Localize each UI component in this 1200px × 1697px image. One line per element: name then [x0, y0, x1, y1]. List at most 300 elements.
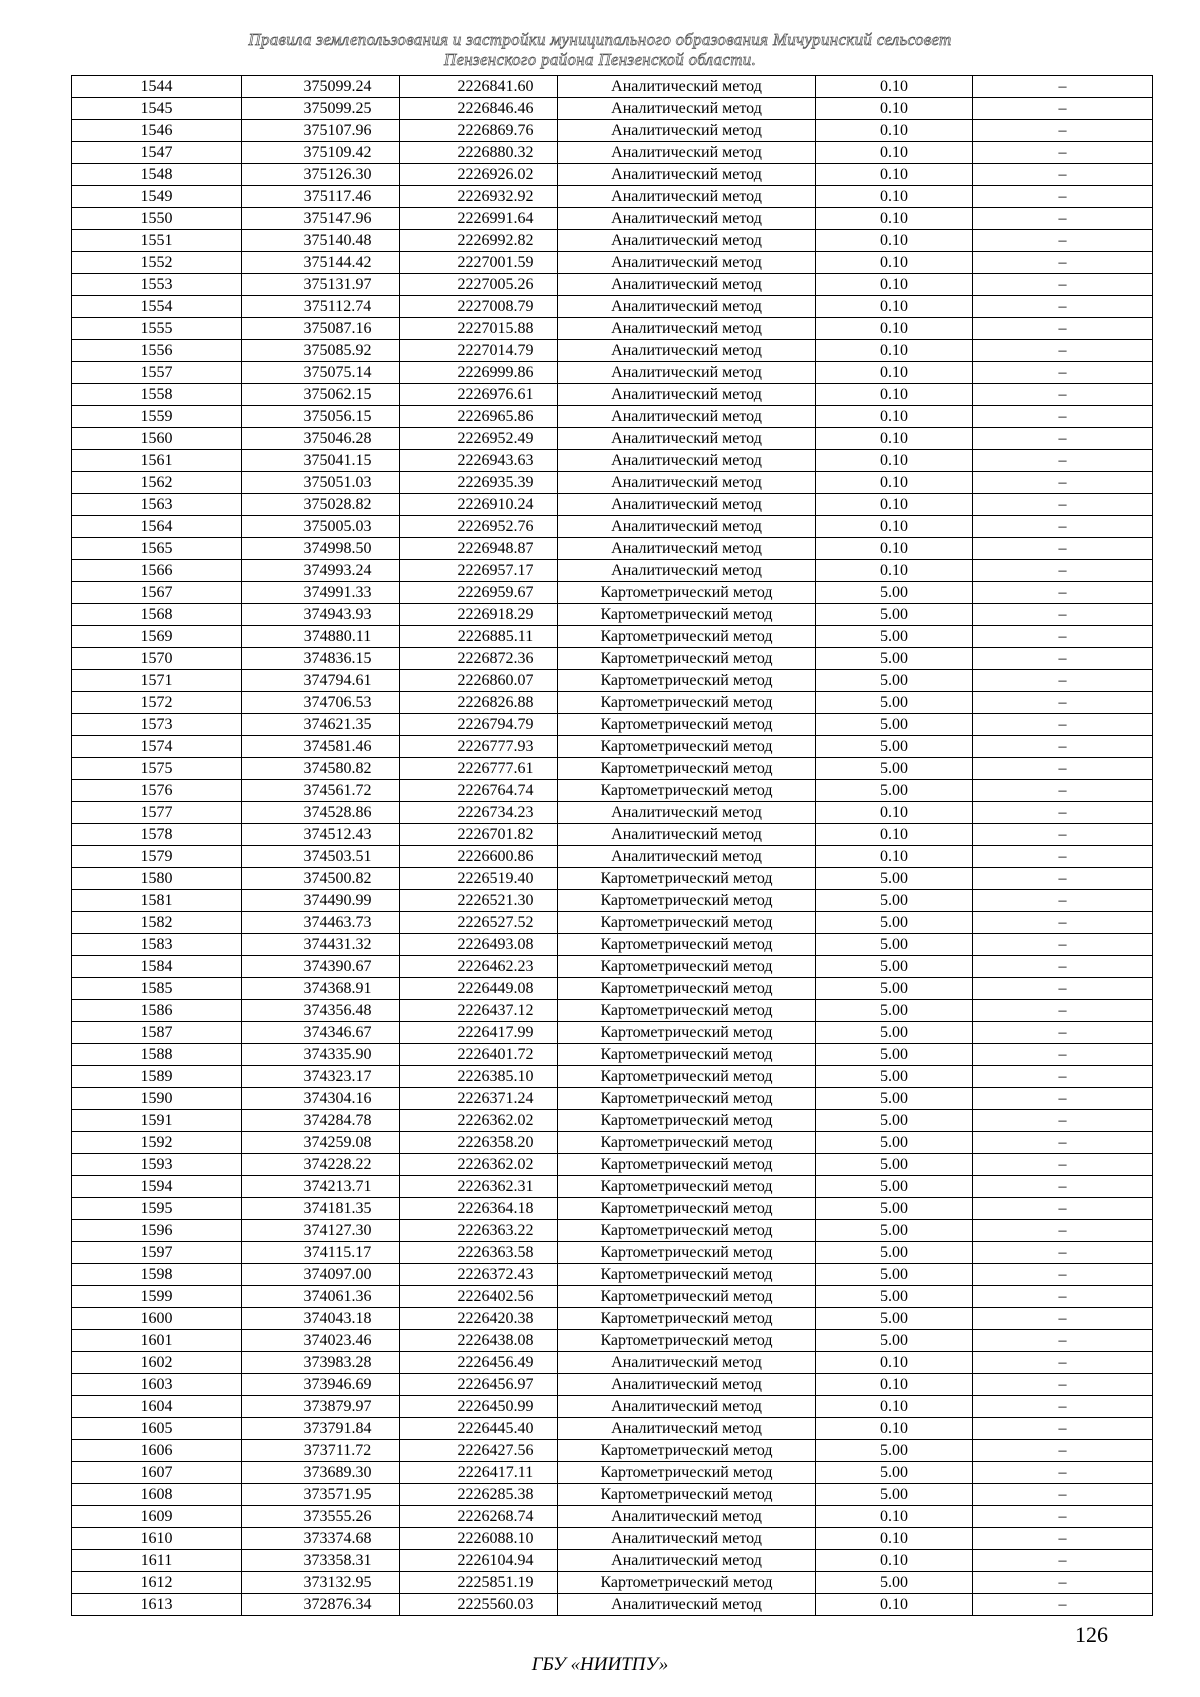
cell-note: –	[973, 868, 1153, 890]
cell-point-number: 1603	[72, 1374, 242, 1396]
cell-y-coordinate: 2226445.40	[400, 1418, 558, 1440]
cell-accuracy: 5.00	[816, 692, 973, 714]
cell-accuracy: 0.10	[816, 494, 973, 516]
table-row	[72, 1066, 1153, 1088]
header-line-2: Пензенского района Пензенской области.	[443, 50, 757, 69]
cell-method: Аналитический метод	[558, 98, 816, 120]
cell-note: –	[973, 76, 1153, 98]
cell-y-coordinate: 2226872.36	[400, 648, 558, 670]
cell-x-coordinate: 374213.71	[242, 1176, 400, 1198]
table-row	[72, 208, 1153, 230]
cell-x-coordinate: 373946.69	[242, 1374, 400, 1396]
cell-point-number: 1587	[72, 1022, 242, 1044]
cell-method: Картометрический метод	[558, 1044, 816, 1066]
cell-point-number: 1573	[72, 714, 242, 736]
cell-y-coordinate: 2225851.19	[400, 1572, 558, 1594]
cell-y-coordinate: 2226456.49	[400, 1352, 558, 1374]
cell-note: –	[973, 1374, 1153, 1396]
cell-x-coordinate: 374943.93	[242, 604, 400, 626]
cell-note: –	[973, 1264, 1153, 1286]
cell-y-coordinate: 2226777.93	[400, 736, 558, 758]
cell-point-number: 1555	[72, 318, 242, 340]
cell-note: –	[973, 428, 1153, 450]
cell-x-coordinate: 374323.17	[242, 1066, 400, 1088]
cell-point-number: 1598	[72, 1264, 242, 1286]
table-row	[72, 1506, 1153, 1528]
cell-note: –	[973, 780, 1153, 802]
cell-accuracy: 0.10	[816, 120, 973, 142]
cell-x-coordinate: 375126.30	[242, 164, 400, 186]
cell-point-number: 1612	[72, 1572, 242, 1594]
cell-y-coordinate: 2226885.11	[400, 626, 558, 648]
cell-method: Аналитический метод	[558, 120, 816, 142]
cell-y-coordinate: 2226957.17	[400, 560, 558, 582]
cell-note: –	[973, 340, 1153, 362]
cell-method: Картометрический метод	[558, 1220, 816, 1242]
cell-accuracy: 0.10	[816, 164, 973, 186]
cell-y-coordinate: 2226600.86	[400, 846, 558, 868]
cell-x-coordinate: 375056.15	[242, 406, 400, 428]
cell-method: Аналитический метод	[558, 208, 816, 230]
table-row	[72, 230, 1153, 252]
cell-method: Аналитический метод	[558, 1396, 816, 1418]
cell-point-number: 1607	[72, 1462, 242, 1484]
cell-note: –	[973, 1066, 1153, 1088]
cell-x-coordinate: 374335.90	[242, 1044, 400, 1066]
cell-point-number: 1605	[72, 1418, 242, 1440]
cell-y-coordinate: 2226438.08	[400, 1330, 558, 1352]
cell-x-coordinate: 375099.24	[242, 76, 400, 98]
cell-x-coordinate: 374561.72	[242, 780, 400, 802]
cell-y-coordinate: 2226952.76	[400, 516, 558, 538]
cell-point-number: 1562	[72, 472, 242, 494]
cell-y-coordinate: 2226268.74	[400, 1506, 558, 1528]
cell-accuracy: 5.00	[816, 1308, 973, 1330]
cell-note: –	[973, 494, 1153, 516]
cell-x-coordinate: 375051.03	[242, 472, 400, 494]
table-row	[72, 98, 1153, 120]
cell-accuracy: 5.00	[816, 648, 973, 670]
cell-accuracy: 0.10	[816, 252, 973, 274]
table-row	[72, 1154, 1153, 1176]
cell-method: Аналитический метод	[558, 274, 816, 296]
cell-point-number: 1594	[72, 1176, 242, 1198]
cell-point-number: 1584	[72, 956, 242, 978]
cell-x-coordinate: 375075.14	[242, 362, 400, 384]
cell-accuracy: 0.10	[816, 76, 973, 98]
cell-method: Картометрический метод	[558, 1066, 816, 1088]
cell-method: Аналитический метод	[558, 230, 816, 252]
cell-y-coordinate: 2226869.76	[400, 120, 558, 142]
cell-method: Картометрический метод	[558, 1264, 816, 1286]
cell-point-number: 1564	[72, 516, 242, 538]
cell-y-coordinate: 2226959.67	[400, 582, 558, 604]
cell-note: –	[973, 1220, 1153, 1242]
cell-note: –	[973, 1550, 1153, 1572]
cell-y-coordinate: 2226521.30	[400, 890, 558, 912]
cell-x-coordinate: 374356.48	[242, 1000, 400, 1022]
cell-x-coordinate: 374581.46	[242, 736, 400, 758]
cell-accuracy: 5.00	[816, 736, 973, 758]
cell-point-number: 1548	[72, 164, 242, 186]
table-row	[72, 120, 1153, 142]
cell-note: –	[973, 230, 1153, 252]
cell-y-coordinate: 2226427.56	[400, 1440, 558, 1462]
cell-accuracy: 5.00	[816, 1242, 973, 1264]
cell-note: –	[973, 1286, 1153, 1308]
table-row	[72, 846, 1153, 868]
cell-note: –	[973, 890, 1153, 912]
cell-note: –	[973, 670, 1153, 692]
cell-x-coordinate: 375147.96	[242, 208, 400, 230]
cell-point-number: 1545	[72, 98, 242, 120]
cell-accuracy: 0.10	[816, 516, 973, 538]
cell-point-number: 1569	[72, 626, 242, 648]
cell-x-coordinate: 374880.11	[242, 626, 400, 648]
cell-point-number: 1575	[72, 758, 242, 780]
table-row	[72, 428, 1153, 450]
cell-accuracy: 5.00	[816, 1044, 973, 1066]
cell-note: –	[973, 1110, 1153, 1132]
cell-accuracy: 0.10	[816, 538, 973, 560]
cell-y-coordinate: 2226362.02	[400, 1110, 558, 1132]
coordinates-table	[71, 75, 1153, 1616]
cell-x-coordinate: 375099.25	[242, 98, 400, 120]
table-row	[72, 692, 1153, 714]
cell-method: Картометрический метод	[558, 890, 816, 912]
cell-y-coordinate: 2226918.29	[400, 604, 558, 626]
cell-note: –	[973, 120, 1153, 142]
cell-y-coordinate: 2226860.07	[400, 670, 558, 692]
cell-note: –	[973, 538, 1153, 560]
cell-point-number: 1576	[72, 780, 242, 802]
cell-point-number: 1586	[72, 1000, 242, 1022]
cell-accuracy: 5.00	[816, 1022, 973, 1044]
cell-method: Аналитический метод	[558, 802, 816, 824]
cell-x-coordinate: 373689.30	[242, 1462, 400, 1484]
cell-accuracy: 5.00	[816, 758, 973, 780]
table-row	[72, 318, 1153, 340]
cell-note: –	[973, 1308, 1153, 1330]
cell-note: –	[973, 714, 1153, 736]
cell-x-coordinate: 374836.15	[242, 648, 400, 670]
cell-note: –	[973, 736, 1153, 758]
cell-note: –	[973, 1198, 1153, 1220]
cell-note: –	[973, 758, 1153, 780]
cell-accuracy: 5.00	[816, 1066, 973, 1088]
cell-x-coordinate: 374368.91	[242, 978, 400, 1000]
cell-method: Картометрический метод	[558, 1484, 816, 1506]
cell-accuracy: 5.00	[816, 1572, 973, 1594]
cell-x-coordinate: 374512.43	[242, 824, 400, 846]
cell-x-coordinate: 374043.18	[242, 1308, 400, 1330]
cell-method: Аналитический метод	[558, 1550, 816, 1572]
cell-method: Аналитический метод	[558, 450, 816, 472]
table-row	[72, 890, 1153, 912]
cell-y-coordinate: 2227001.59	[400, 252, 558, 274]
cell-method: Аналитический метод	[558, 1352, 816, 1374]
cell-method: Картометрический метод	[558, 1462, 816, 1484]
cell-accuracy: 0.10	[816, 274, 973, 296]
table-row	[72, 1352, 1153, 1374]
cell-method: Аналитический метод	[558, 824, 816, 846]
table-row	[72, 406, 1153, 428]
cell-method: Аналитический метод	[558, 1418, 816, 1440]
cell-note: –	[973, 1176, 1153, 1198]
cell-accuracy: 0.10	[816, 296, 973, 318]
table-row	[72, 1330, 1153, 1352]
cell-x-coordinate: 373358.31	[242, 1550, 400, 1572]
cell-x-coordinate: 372876.34	[242, 1594, 400, 1616]
cell-note: –	[973, 1396, 1153, 1418]
cell-point-number: 1595	[72, 1198, 242, 1220]
cell-y-coordinate: 2227014.79	[400, 340, 558, 362]
cell-note: –	[973, 912, 1153, 934]
cell-method: Картометрический метод	[558, 1286, 816, 1308]
cell-method: Картометрический метод	[558, 670, 816, 692]
cell-point-number: 1588	[72, 1044, 242, 1066]
table-row	[72, 362, 1153, 384]
table-row	[72, 604, 1153, 626]
cell-note: –	[973, 648, 1153, 670]
cell-y-coordinate: 2227005.26	[400, 274, 558, 296]
cell-x-coordinate: 374463.73	[242, 912, 400, 934]
cell-method: Картометрический метод	[558, 582, 816, 604]
cell-point-number: 1544	[72, 76, 242, 98]
cell-note: –	[973, 1154, 1153, 1176]
cell-method: Картометрический метод	[558, 1572, 816, 1594]
cell-method: Аналитический метод	[558, 186, 816, 208]
cell-x-coordinate: 373879.97	[242, 1396, 400, 1418]
cell-method: Аналитический метод	[558, 406, 816, 428]
cell-accuracy: 5.00	[816, 1220, 973, 1242]
table-row	[72, 912, 1153, 934]
table-row	[72, 978, 1153, 1000]
table-row	[72, 868, 1153, 890]
cell-method: Аналитический метод	[558, 428, 816, 450]
cell-note: –	[973, 692, 1153, 714]
page-number: 126	[1075, 1622, 1108, 1647]
cell-note: –	[973, 208, 1153, 230]
table-row	[72, 1396, 1153, 1418]
cell-x-coordinate: 375041.15	[242, 450, 400, 472]
cell-x-coordinate: 375005.03	[242, 516, 400, 538]
cell-point-number: 1608	[72, 1484, 242, 1506]
cell-y-coordinate: 2226794.79	[400, 714, 558, 736]
cell-x-coordinate: 374431.32	[242, 934, 400, 956]
cell-y-coordinate: 2226999.86	[400, 362, 558, 384]
cell-point-number: 1593	[72, 1154, 242, 1176]
cell-y-coordinate: 2226437.12	[400, 1000, 558, 1022]
table-row	[72, 384, 1153, 406]
cell-y-coordinate: 2226402.56	[400, 1286, 558, 1308]
cell-y-coordinate: 2225560.03	[400, 1594, 558, 1616]
cell-note: –	[973, 274, 1153, 296]
cell-accuracy: 5.00	[816, 956, 973, 978]
cell-y-coordinate: 2226285.38	[400, 1484, 558, 1506]
cell-x-coordinate: 374794.61	[242, 670, 400, 692]
cell-accuracy: 0.10	[816, 384, 973, 406]
cell-point-number: 1570	[72, 648, 242, 670]
cell-x-coordinate: 374097.00	[242, 1264, 400, 1286]
cell-y-coordinate: 2226363.58	[400, 1242, 558, 1264]
cell-note: –	[973, 1594, 1153, 1616]
table-row	[72, 1000, 1153, 1022]
cell-point-number: 1574	[72, 736, 242, 758]
table-row	[72, 1264, 1153, 1286]
table-row	[72, 780, 1153, 802]
cell-method: Аналитический метод	[558, 252, 816, 274]
table-row	[72, 758, 1153, 780]
cell-accuracy: 5.00	[816, 582, 973, 604]
cell-point-number: 1549	[72, 186, 242, 208]
cell-accuracy: 0.10	[816, 362, 973, 384]
cell-point-number: 1579	[72, 846, 242, 868]
cell-y-coordinate: 2226104.94	[400, 1550, 558, 1572]
cell-accuracy: 5.00	[816, 1440, 973, 1462]
cell-point-number: 1582	[72, 912, 242, 934]
table-row	[72, 1528, 1153, 1550]
table-row	[72, 1220, 1153, 1242]
cell-accuracy: 0.10	[816, 1396, 973, 1418]
cell-method: Аналитический метод	[558, 1374, 816, 1396]
cell-y-coordinate: 2226777.61	[400, 758, 558, 780]
cell-point-number: 1558	[72, 384, 242, 406]
cell-x-coordinate: 374998.50	[242, 538, 400, 560]
table-row	[72, 340, 1153, 362]
cell-method: Аналитический метод	[558, 1528, 816, 1550]
cell-x-coordinate: 374503.51	[242, 846, 400, 868]
cell-accuracy: 5.00	[816, 890, 973, 912]
cell-note: –	[973, 956, 1153, 978]
cell-note: –	[973, 1528, 1153, 1550]
cell-point-number: 1572	[72, 692, 242, 714]
cell-note: –	[973, 1484, 1153, 1506]
cell-y-coordinate: 2226952.49	[400, 428, 558, 450]
cell-note: –	[973, 824, 1153, 846]
cell-note: –	[973, 296, 1153, 318]
table-row	[72, 494, 1153, 516]
cell-method: Картометрический метод	[558, 780, 816, 802]
table-row	[72, 1242, 1153, 1264]
table-row	[72, 1110, 1153, 1132]
table-row	[72, 296, 1153, 318]
cell-method: Картометрический метод	[558, 978, 816, 1000]
cell-note: –	[973, 1132, 1153, 1154]
cell-point-number: 1546	[72, 120, 242, 142]
cell-note: –	[973, 142, 1153, 164]
table-row	[72, 1286, 1153, 1308]
cell-method: Аналитический метод	[558, 318, 816, 340]
cell-y-coordinate: 2226450.99	[400, 1396, 558, 1418]
cell-accuracy: 0.10	[816, 186, 973, 208]
cell-x-coordinate: 374706.53	[242, 692, 400, 714]
cell-accuracy: 0.10	[816, 560, 973, 582]
cell-y-coordinate: 2226764.74	[400, 780, 558, 802]
cell-point-number: 1560	[72, 428, 242, 450]
cell-y-coordinate: 2226401.72	[400, 1044, 558, 1066]
cell-method: Картометрический метод	[558, 956, 816, 978]
page-footer: ГБУ «НИИТПУ»	[531, 1654, 669, 1675]
cell-note: –	[973, 604, 1153, 626]
cell-note: –	[973, 1418, 1153, 1440]
cell-accuracy: 5.00	[816, 978, 973, 1000]
cell-note: –	[973, 934, 1153, 956]
cell-point-number: 1566	[72, 560, 242, 582]
cell-point-number: 1610	[72, 1528, 242, 1550]
cell-point-number: 1561	[72, 450, 242, 472]
cell-method: Картометрический метод	[558, 626, 816, 648]
cell-point-number: 1597	[72, 1242, 242, 1264]
cell-method: Картометрический метод	[558, 736, 816, 758]
cell-accuracy: 0.10	[816, 1374, 973, 1396]
cell-x-coordinate: 374115.17	[242, 1242, 400, 1264]
cell-accuracy: 5.00	[816, 1264, 973, 1286]
cell-method: Аналитический метод	[558, 1594, 816, 1616]
cell-x-coordinate: 374500.82	[242, 868, 400, 890]
cell-y-coordinate: 2226462.23	[400, 956, 558, 978]
cell-point-number: 1550	[72, 208, 242, 230]
cell-accuracy: 0.10	[816, 318, 973, 340]
cell-accuracy: 5.00	[816, 1198, 973, 1220]
cell-point-number: 1609	[72, 1506, 242, 1528]
cell-point-number: 1585	[72, 978, 242, 1000]
cell-y-coordinate: 2226362.02	[400, 1154, 558, 1176]
table-row	[72, 472, 1153, 494]
cell-x-coordinate: 373983.28	[242, 1352, 400, 1374]
cell-accuracy: 0.10	[816, 142, 973, 164]
cell-x-coordinate: 374304.16	[242, 1088, 400, 1110]
cell-y-coordinate: 2226880.32	[400, 142, 558, 164]
cell-method: Картометрический метод	[558, 1132, 816, 1154]
cell-x-coordinate: 374580.82	[242, 758, 400, 780]
table-row	[72, 1440, 1153, 1462]
cell-point-number: 1568	[72, 604, 242, 626]
table-row	[72, 164, 1153, 186]
table-row	[72, 1572, 1153, 1594]
cell-accuracy: 5.00	[816, 714, 973, 736]
cell-accuracy: 0.10	[816, 208, 973, 230]
cell-x-coordinate: 375144.42	[242, 252, 400, 274]
cell-x-coordinate: 373132.95	[242, 1572, 400, 1594]
cell-note: –	[973, 164, 1153, 186]
cell-method: Картометрический метод	[558, 604, 816, 626]
table-row	[72, 560, 1153, 582]
cell-y-coordinate: 2226385.10	[400, 1066, 558, 1088]
cell-point-number: 1547	[72, 142, 242, 164]
cell-note: –	[973, 384, 1153, 406]
table-row	[72, 934, 1153, 956]
cell-y-coordinate: 2226991.64	[400, 208, 558, 230]
cell-method: Картометрический метод	[558, 1242, 816, 1264]
cell-point-number: 1557	[72, 362, 242, 384]
table-row	[72, 1484, 1153, 1506]
cell-y-coordinate: 2226493.08	[400, 934, 558, 956]
table-row	[72, 1550, 1153, 1572]
cell-accuracy: 5.00	[816, 626, 973, 648]
cell-point-number: 1551	[72, 230, 242, 252]
cell-note: –	[973, 560, 1153, 582]
cell-point-number: 1596	[72, 1220, 242, 1242]
table-row	[72, 582, 1153, 604]
cell-method: Картометрический метод	[558, 714, 816, 736]
cell-y-coordinate: 2226363.22	[400, 1220, 558, 1242]
cell-note: –	[973, 1000, 1153, 1022]
cell-method: Картометрический метод	[558, 1198, 816, 1220]
cell-method: Картометрический метод	[558, 1330, 816, 1352]
cell-note: –	[973, 186, 1153, 208]
cell-method: Аналитический метод	[558, 494, 816, 516]
